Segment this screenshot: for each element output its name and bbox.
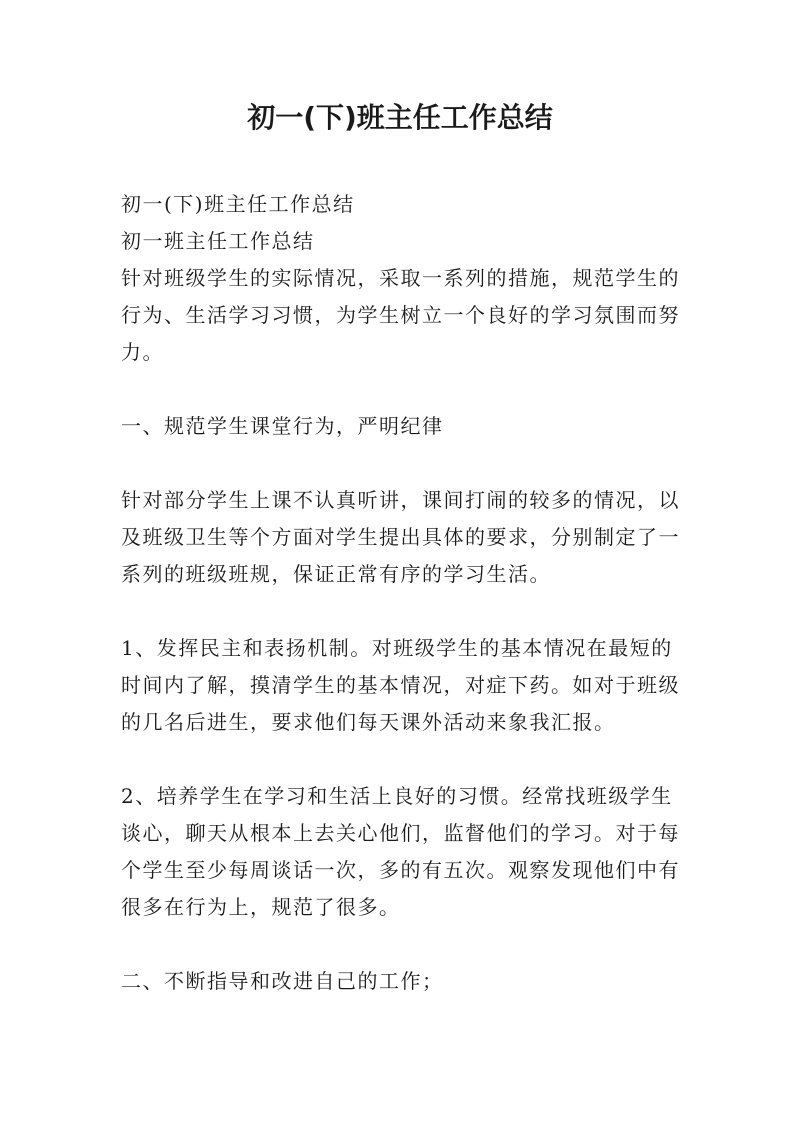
paragraph-gap <box>121 445 681 482</box>
document-body <box>121 186 681 1000</box>
paragraph-gap <box>121 741 681 778</box>
paragraph-gap <box>121 593 681 630</box>
section-1-heading: 一、规范学生课堂行为，严明纪律 <box>121 414 444 438</box>
paragraph-gap <box>121 371 681 408</box>
section-2-heading: 二、不断指导和改进自己的工作； <box>121 969 444 993</box>
subtitle-line-2: 初一班主任工作总结 <box>121 229 315 253</box>
document-title: 初一(下)班主任工作总结 <box>247 101 553 134</box>
list-item-1: 1、发挥民主和表扬机制。对班级学生的基本情况在最短的时间内了解，摸清学生的基本情况，对症下药。如对于班级的几名后进生，要求他们每天课外活动来象我汇报。 <box>121 636 680 734</box>
list-item-2: 2、培养学生在学习和生活上良好的习惯。经常找班级学生谈心，聊天从根本上去关心他们，监督他们的学习。对于每个学生至少每周谈话一次，多的有五次。观察发现他们中有很多在行为上，规范了很多。 <box>121 784 680 919</box>
section-1-paragraph: 针对部分学生上课不认真听讲，课间打闹的较多的情况，以及班级卫生等个方面对学生提出具体的要求，分别制定了一系列的班级班规，保证正常有序的学习生活。 <box>121 488 680 586</box>
paragraph-gap <box>121 926 681 963</box>
intro-paragraph: 针对班级学生的实际情况，采取一系列的措施，规范学生的行为、生活学习习惯，为学生树立一个良好的学习氛围而努力。 <box>121 266 680 364</box>
subtitle-line-1: 初一(下)班主任工作总结 <box>121 192 355 216</box>
